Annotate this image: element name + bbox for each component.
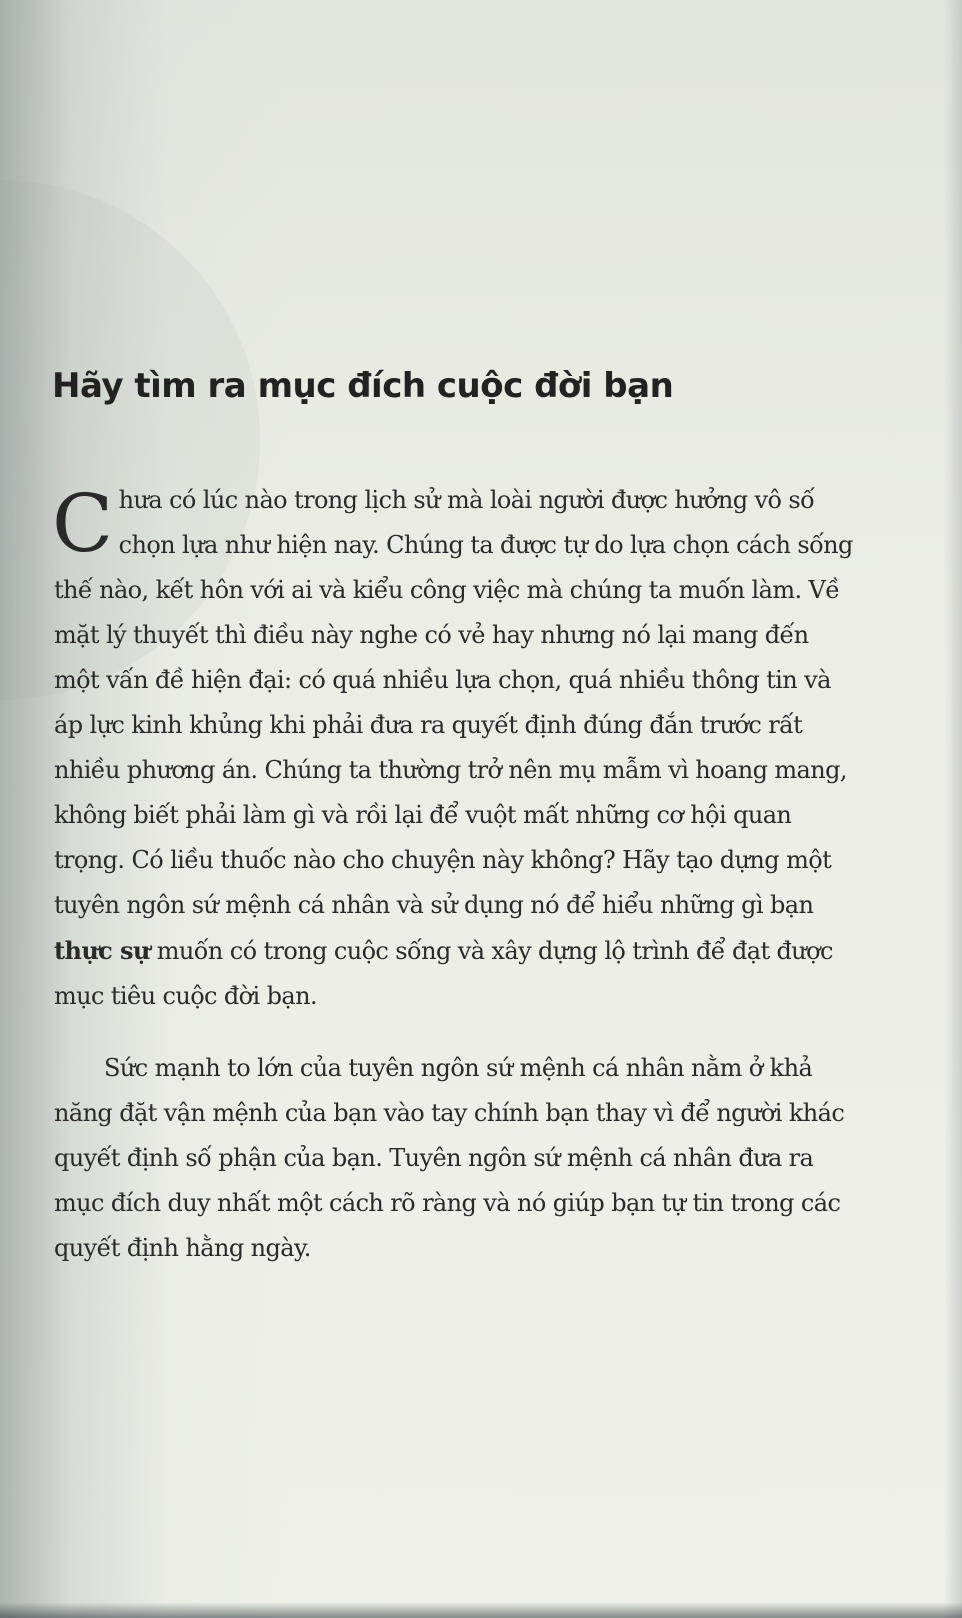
paragraph-1-text-start: hưa có lúc nào trong lịch sử mà loài người được hưởng vô số chọn lựa như hiện nay. Chúng ta được tự do lựa chọn cách sống thế nào, kết hôn với ai và kiểu công việc mà chúng ta muốn làm. Về mặt lý thuyết thì điều này nghe có vẻ hay nhưng nó lại mang đến một vấn đề hiện đại: có quá nhiều lựa chọn, quá nhiều thông tin và áp lực kinh khủng khi phải đưa ra quyết định đúng đắn trước rất nhiều phương án. Chúng ta thường trở nên mụ mẫm vì hoang mang, không biết phải làm gì và rồi lại để vuột mất những cơ hội quan trọng. Có liều thuốc nào cho chuyện này không? Hãy tạo dựng một tuyên ngôn sứ mệnh cá nhân và sử dụng nó để hiểu những gì bạn: [54, 486, 853, 919]
paragraph-2: Sức mạnh to lớn của tuyên ngôn sứ mệnh cá nhân nằm ở khả năng đặt vận mệnh của bạn vào tay chính bạn thay vì để người khác quyết định số phận của bạn. Tuyên ngôn sứ mệnh cá nhân đưa ra mục đích duy nhất một cách rõ ràng và nó giúp bạn tự tin trong các quyết định hằng ngày.: [54, 1054, 845, 1262]
page-edge-shadow: [944, 0, 962, 1618]
paragraph-1: [54, 478, 854, 1019]
drop-cap: C: [52, 477, 113, 570]
section-heading: Hãy tìm ra mục đích cuộc đời bạn: [52, 366, 674, 406]
paragraph-1-emphasis: thực sự: [54, 936, 150, 965]
paragraph-1-text-end: muốn có trong cuộc sống và xây dựng lộ trình để đạt được mục tiêu cuộc đời bạn.: [54, 937, 833, 1010]
